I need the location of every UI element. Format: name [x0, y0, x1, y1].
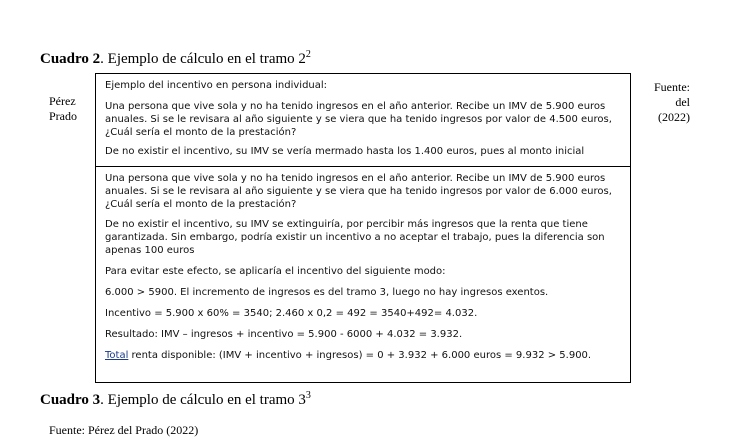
source-left-line: Prado — [49, 109, 77, 123]
box-2-comparison: 6.000 > 5900. El incremento de ingresos es del tramo 3, luego no hay ingresos exentos. — [105, 287, 549, 298]
example-box-tramo-3 — [95, 166, 631, 383]
box-2-avoid-effect: Para evitar este efecto, se aplicaría el incentivo del siguiente modo: — [105, 266, 446, 277]
box-2-total — [105, 349, 621, 362]
total-rest: renta disponible: (IMV + incentivo + ingresos) = 0 + 3.932 + 6.000 euros = 9.932 > 5.900. — [128, 350, 592, 361]
box-2-incentive-calc: Incentivo = 5.900 x 60% = 3540; 2.460 x 0,2 = 492 = 3540+492= 4.032. — [105, 308, 478, 319]
cuadro-3-caption — [40, 390, 311, 409]
cuadro-2-footnote-ref[interactable]: 2 — [305, 49, 311, 60]
box-1-question: Una persona que vive sola y no ha tenido ingresos en el año anterior. Recibe un IMV de 5.900 euros anuales. Si se le revisara al año siguiente y se viera que ha tenido ingresos por valor de 4.500 euros, ¿Cuál sería el monto de la prestación? — [105, 101, 612, 138]
source-right-line: Fuente: — [654, 80, 690, 94]
source-left — [49, 94, 77, 124]
box-1-answer-partial: De no existir el incentivo, su IMV se vería mermado hasta los 1.400 euros, pues al monto inicial — [105, 146, 585, 157]
source-bottom: Fuente: Pérez del Prado (2022) — [49, 423, 199, 437]
cuadro-2-caption — [40, 49, 311, 68]
source-right-line: (2022) — [658, 110, 690, 124]
box-2-result: Resultado: IMV – ingresos + incentivo = 5.900 - 6000 + 4.032 = 3.932. — [105, 329, 463, 340]
cuadro-3-title: . Ejemplo de cálculo en el tramo 3 — [100, 392, 306, 408]
cuadro-3-footnote-ref[interactable]: 3 — [305, 390, 311, 401]
cuadro-2-label: Cuadro 2 — [40, 51, 101, 67]
box-1-intro: Ejemplo del incentivo en persona individual: — [105, 80, 328, 91]
box-2-question: Una persona que vive sola y no ha tenido ingresos en el año anterior. Recibe un IMV de 5.900 euros anuales. Si se le revisara al año siguiente y se viera que ha tenido ingresos por valor de 6.000 euros, ¿Cuál sería el monto de la prestación? — [105, 173, 612, 210]
source-left-line: Pérez — [49, 94, 76, 108]
example-box-tramo-2 — [95, 73, 631, 169]
source-right-line: del — [675, 95, 690, 109]
total-word: Total — [105, 350, 129, 361]
box-2-answer: De no existir el incentivo, su IMV se extinguiría, por percibir más ingresos que la renta que tiene garantizada. Sin embargo, podría existir un incentivo a no aceptar el trabajo, pues la diferencia son apenas 100 euros — [105, 219, 605, 256]
cuadro-2-title: . Ejemplo de cálculo en el tramo 2 — [100, 51, 306, 67]
source-right — [646, 80, 690, 125]
cuadro-3-label: Cuadro 3 — [40, 392, 101, 408]
